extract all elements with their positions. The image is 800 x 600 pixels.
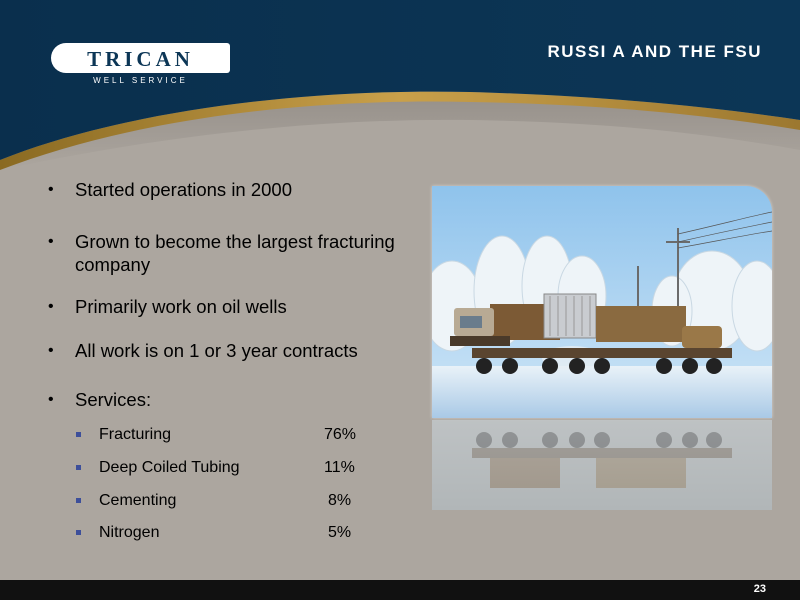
- service-share: 5%: [328, 524, 352, 541]
- photo-reflection: [432, 420, 772, 510]
- square-bullet-icon: [76, 530, 81, 535]
- bullet-text: Started operations in 2000: [75, 179, 293, 200]
- slide-title: RUSSI A AND THE FSU: [547, 42, 762, 61]
- square-bullet-icon: [76, 432, 81, 437]
- bullet-icon: •: [48, 181, 54, 198]
- service-share: 8%: [328, 492, 352, 509]
- bullet-text: All work is on 1 or 3 year contracts: [75, 340, 358, 361]
- bullet-text: Services:: [75, 389, 152, 410]
- header-banner: [0, 0, 800, 170]
- square-bullet-icon: [76, 498, 81, 503]
- bullet-text: Grown to become the largest fracturing company: [75, 231, 395, 275]
- service-name: Fracturing: [99, 426, 172, 443]
- service-name: Deep Coiled Tubing: [99, 459, 240, 476]
- footer-bar: [0, 580, 800, 600]
- square-bullet-icon: [76, 465, 81, 470]
- logo-name: TRICAN: [87, 47, 194, 71]
- logo-tagline: WELL SERVICE: [93, 76, 188, 85]
- fracturing-truck-photo: [432, 186, 772, 418]
- page-number: 23: [753, 583, 766, 595]
- bullet-icon: •: [48, 298, 54, 315]
- service-share: 11%: [324, 459, 355, 476]
- bullet-icon: •: [48, 342, 54, 359]
- service-name: Cementing: [99, 492, 177, 509]
- service-name: Nitrogen: [99, 524, 160, 541]
- service-share: 76%: [324, 426, 357, 443]
- bullet-icon: •: [48, 233, 54, 250]
- bullet-icon: •: [48, 391, 54, 408]
- trican-logo: [51, 43, 230, 73]
- bullet-text: Primarily work on oil wells: [75, 296, 287, 317]
